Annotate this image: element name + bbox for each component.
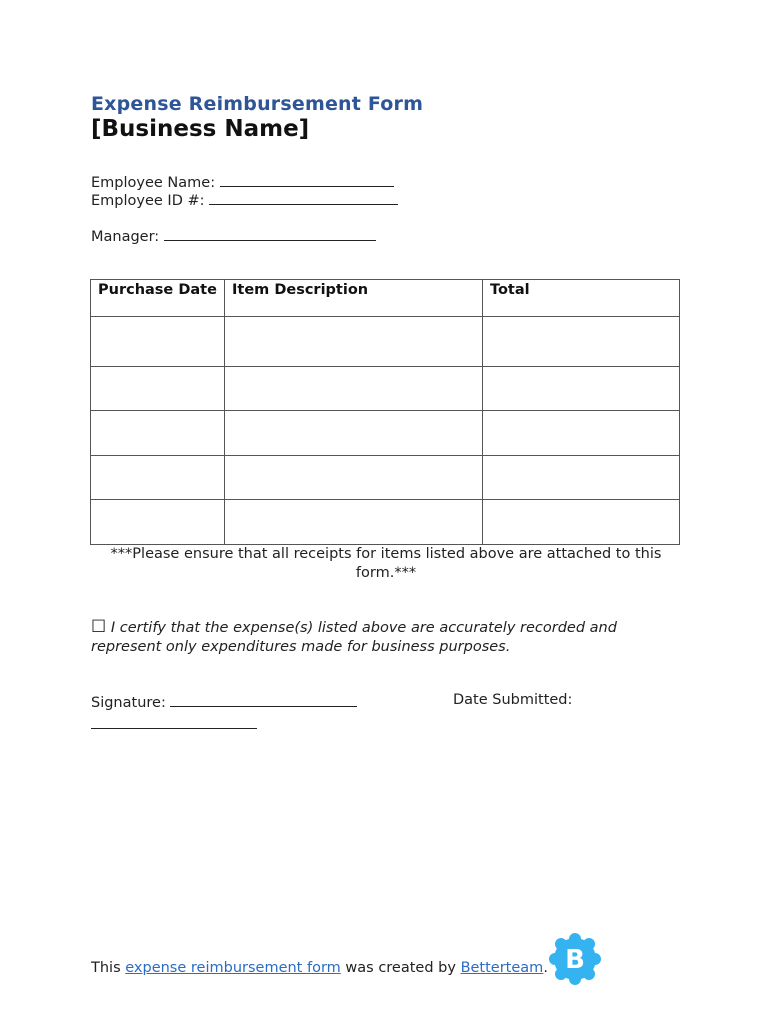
purchase-date-cell xyxy=(91,367,225,411)
date-submitted-field xyxy=(453,692,572,708)
table-row xyxy=(91,367,680,411)
table-row xyxy=(91,500,680,545)
purchase-date-cell xyxy=(91,411,225,456)
total-cell xyxy=(483,367,680,411)
total-cell xyxy=(483,456,680,500)
table-row xyxy=(91,317,680,367)
total-cell xyxy=(483,500,680,545)
signature-label: Signature: xyxy=(91,695,166,711)
form-title: Expense Reimbursement Form xyxy=(91,93,424,115)
item-description-cell xyxy=(225,456,483,500)
employee-name-blank xyxy=(220,172,394,187)
signature-field xyxy=(91,692,357,711)
date-submitted-label: Date Submitted: xyxy=(453,692,573,708)
signature-blank xyxy=(170,692,357,707)
employee-name-field xyxy=(91,172,394,191)
item-description-cell xyxy=(225,500,483,545)
item-description-cell xyxy=(225,411,483,456)
certification-text: I certify that the expense(s) listed above are accurately recorded and represent only expenditures made for business purposes. xyxy=(91,620,617,655)
item-description-cell xyxy=(225,317,483,367)
employee-id-field xyxy=(91,190,398,209)
employee-id-blank xyxy=(209,190,398,205)
table-header-row xyxy=(91,280,680,317)
betterteam-logo-icon[interactable] xyxy=(549,933,601,985)
employee-id-label: Employee ID #: xyxy=(91,193,205,209)
expense-form-link[interactable]: expense reimbursement form xyxy=(125,960,341,976)
header-item-description: Item Description xyxy=(225,280,483,317)
badge-letter: B xyxy=(565,945,585,975)
footer-credit xyxy=(91,960,548,976)
purchase-date-cell xyxy=(91,317,225,367)
expense-table xyxy=(90,279,680,545)
header-purchase-date: Purchase Date xyxy=(91,280,225,317)
date-submitted-blank xyxy=(91,714,257,729)
header-total: Total xyxy=(483,280,680,317)
manager-label: Manager: xyxy=(91,229,160,245)
purchase-date-cell xyxy=(91,500,225,545)
table-row xyxy=(91,456,680,500)
table-row xyxy=(91,411,680,456)
purchase-date-cell xyxy=(91,456,225,500)
business-name: [Business Name] xyxy=(91,116,310,142)
total-cell xyxy=(483,411,680,456)
footer-prefix: This xyxy=(91,960,121,976)
manager-blank xyxy=(164,226,376,241)
certification-statement xyxy=(91,618,681,657)
item-description-cell xyxy=(225,367,483,411)
footer-middle: was created by xyxy=(345,960,456,976)
footer-suffix: . xyxy=(543,960,548,976)
employee-name-label: Employee Name: xyxy=(91,175,216,191)
total-cell xyxy=(483,317,680,367)
receipts-notice: ***Please ensure that all receipts for items listed above are attached to this form.*** xyxy=(110,546,662,581)
certify-checkbox[interactable]: ☐ xyxy=(91,617,107,637)
betterteam-link[interactable]: Betterteam xyxy=(460,960,544,976)
manager-field xyxy=(91,226,376,245)
